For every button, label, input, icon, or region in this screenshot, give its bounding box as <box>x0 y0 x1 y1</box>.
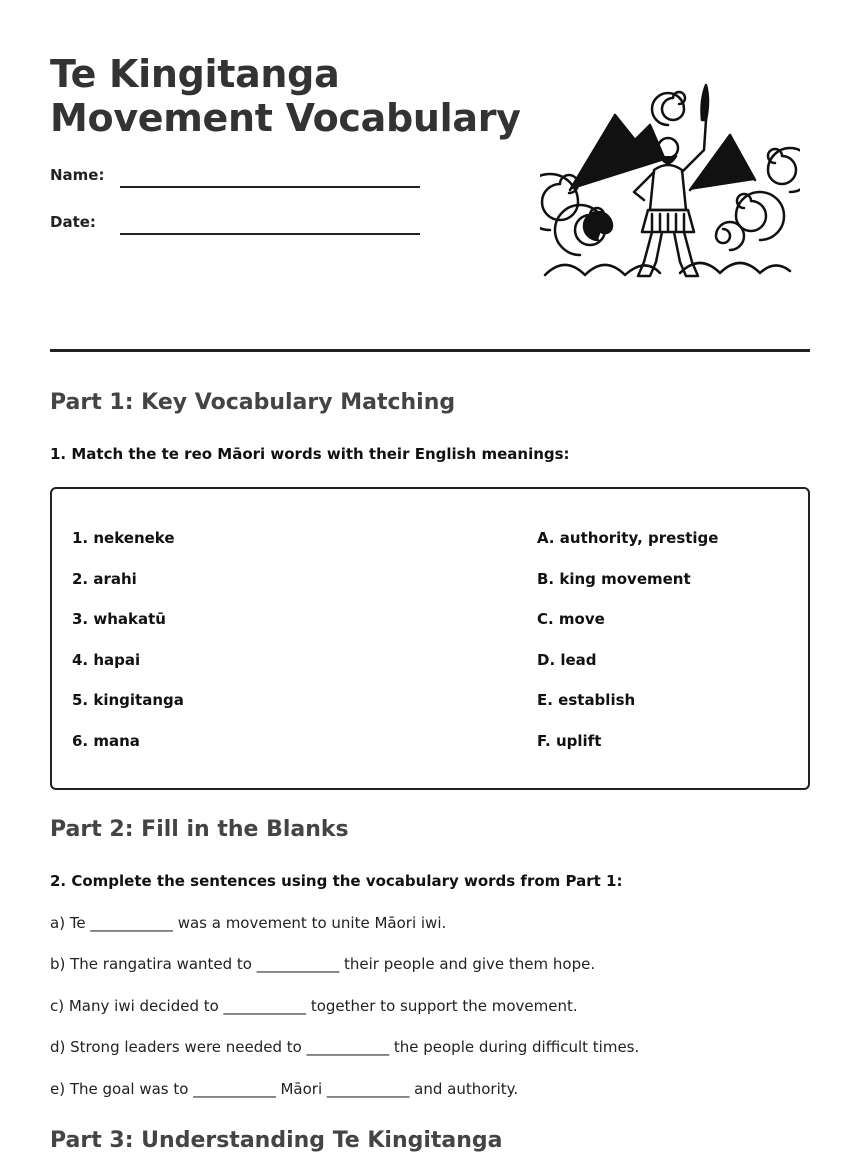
word-item: 6. mana <box>72 732 140 750</box>
worksheet-page <box>50 0 810 1161</box>
meaning-item: F. uplift <box>537 732 602 750</box>
fill-blank-sentence: b) The rangatira wanted to ___________ their people and give them hope. <box>50 955 596 973</box>
word-item: 1. nekeneke <box>72 529 175 547</box>
part1-instruction: 1. Match the te reo Māori words with their English meanings: <box>50 445 570 463</box>
meaning-item: B. king movement <box>537 570 691 588</box>
name-input-line[interactable] <box>120 186 420 188</box>
meaning-item: D. lead <box>537 651 597 669</box>
meaning-item: C. move <box>537 610 605 628</box>
title-line-1: Te Kingitanga <box>50 52 340 96</box>
meaning-item: A. authority, prestige <box>537 529 719 547</box>
title-line-2: Movement Vocabulary <box>50 96 521 140</box>
date-field <box>50 213 420 241</box>
word-item: 5. kingitanga <box>72 691 184 709</box>
part1-heading: Part 1: Key Vocabulary Matching <box>50 390 456 415</box>
fill-blank-sentence: d) Strong leaders were needed to ___________ the people during difficult times. <box>50 1038 640 1056</box>
matching-box <box>50 487 810 790</box>
meaning-item: E. establish <box>537 691 636 709</box>
part2-instruction: 2. Complete the sentences using the vocabulary words from Part 1: <box>50 872 623 890</box>
name-field <box>50 166 420 194</box>
maori-warrior-with-mountains-and-koru-icon <box>540 80 800 300</box>
date-input-line[interactable] <box>120 233 420 235</box>
fill-blank-sentence: a) Te ___________ was a movement to unite Māori iwi. <box>50 914 447 932</box>
section-divider <box>50 349 810 352</box>
date-label: Date: <box>50 213 96 231</box>
fill-blank-sentence: c) Many iwi decided to ___________ together to support the movement. <box>50 997 578 1015</box>
name-label: Name: <box>50 166 105 184</box>
page-title <box>50 52 521 140</box>
word-item: 4. hapai <box>72 651 141 669</box>
fill-blank-sentence: e) The goal was to ___________ Māori ___________ and authority. <box>50 1080 519 1098</box>
part2-heading: Part 2: Fill in the Blanks <box>50 817 349 842</box>
word-item: 2. arahi <box>72 570 137 588</box>
part3-heading: Part 3: Understanding Te Kingitanga <box>50 1128 503 1153</box>
word-item: 3. whakatū <box>72 610 166 628</box>
